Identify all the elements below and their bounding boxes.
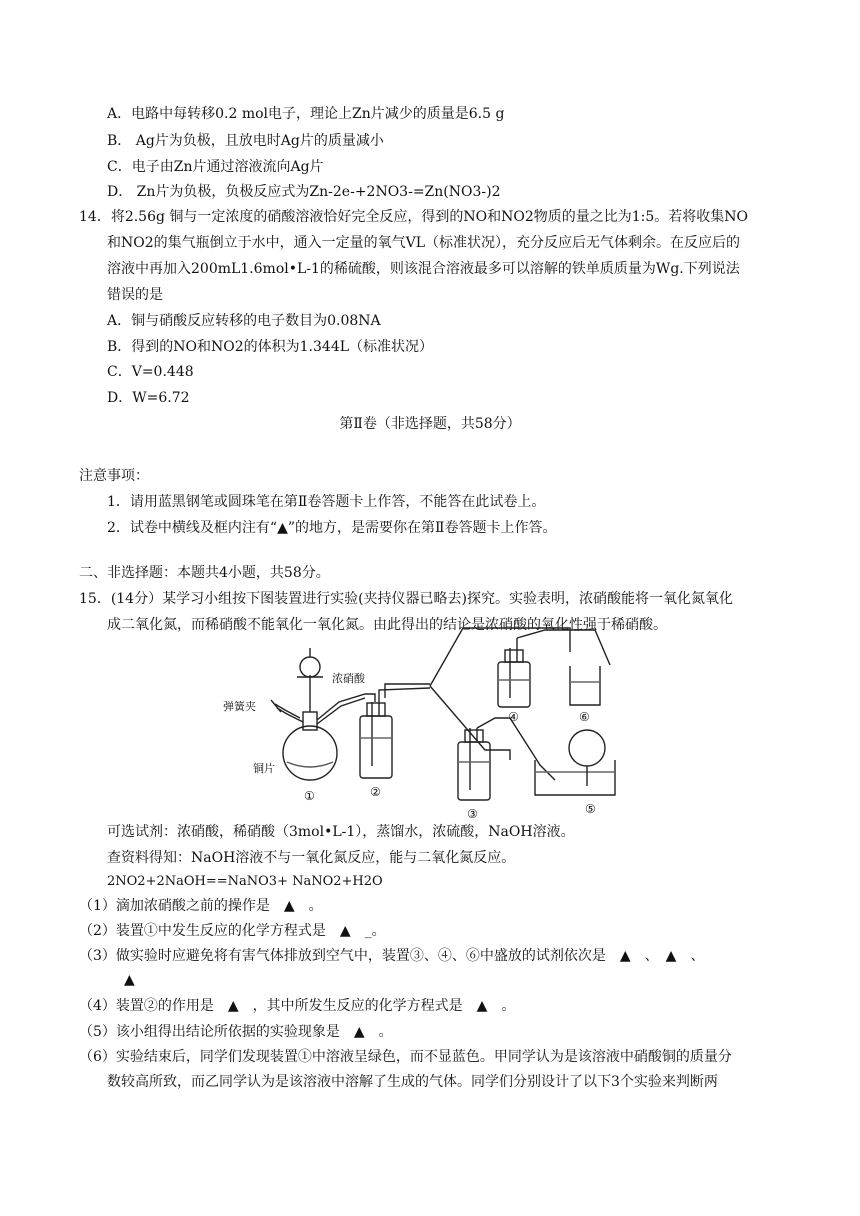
apparatus-diagram [215, 620, 660, 820]
q14-option-d: D．W=6.72 [107, 390, 190, 406]
trough-5 [535, 760, 615, 795]
label-num-5: ⑤ [585, 802, 596, 816]
label-num-1: ① [304, 789, 315, 803]
notice-item-1: 1．请用蓝黑钢笔或圆珠笔在第Ⅱ卷答题卡上作答，不能答在此试卷上。 [107, 494, 546, 510]
label-num-6: ⑥ [579, 710, 590, 724]
q14-stem-line4: 错误的是 [107, 287, 163, 303]
section-title: 第Ⅱ卷（非选择题，共58分） [339, 416, 521, 432]
q15-reagents: 可选试剂：浓硝酸，稀硝酸（3mol•L-1），蒸馏水，浓硫酸，NaOH溶液。 [107, 824, 575, 840]
bottle-4 [498, 662, 530, 707]
collecting-flask [569, 730, 605, 766]
q15-part-2: （2）装置①中发生反应的化学方程式是 ▲ _。 [79, 923, 386, 939]
label-num-3: ③ [467, 807, 478, 820]
q15-part-4: （4）装置②的作用是 ▲ ，其中所发生反应的化学方程式是 ▲ 。 [79, 998, 516, 1014]
q15-part-1: （1）滴加浓硝酸之前的操作是 ▲ 。 [79, 898, 323, 914]
q15-part-6-line2: 数较高所致，而乙同学认为是该溶液中溶解了生成的气体。同学们分别设计了以下3个实验来判断两 [107, 1074, 718, 1090]
q14-option-c: C．V=0.448 [107, 364, 194, 380]
q13-option-b: B． Ag片为负极，且放电时Ag片的质量减小 [107, 133, 384, 149]
q15-stem-line2: 成二氧化氮，而稀硝酸不能氧化一氧化氮。由此得出的结论是浓硝酸的氧化性强于稀硝酸。 [107, 617, 667, 633]
q13-option-c: C．电子由Zn片通过溶液流向Ag片 [107, 159, 324, 175]
notice-heading: 注意事项： [79, 468, 149, 484]
q13-option-a: A．电路中每转移0.2 mol电子，理论上Zn片减少的质量是6.5 g [107, 106, 505, 122]
q15-info: 查资料得知：NaOH溶液不与一氧化氮反应，能与二氧化氮反应。 [107, 850, 516, 866]
dropping-funnel [300, 657, 320, 677]
q14-stem-line3: 溶液中再加入200mL1.6mol•L-1的稀硫酸，则该混合溶液最多可以溶解的铁单质质量为Wg.下列说法 [107, 261, 740, 277]
label-num-4: ④ [508, 710, 519, 724]
label-num-2: ② [370, 785, 381, 799]
notice-item-2: 2．试卷中横线及框内注有“▲”的地方，是需要你在第Ⅱ卷答题卡上作答。 [107, 520, 557, 536]
q13-option-d: D． Zn片为负极，负极反应式为Zn-2e-+2NO3-=Zn(NO3-)2 [107, 184, 501, 200]
q14-option-a: A．铜与硝酸反应转移的电子数目为0.08NA [107, 313, 381, 329]
q14-stem-line1: 14．将2.56g 铜与一定浓度的硝酸溶液恰好完全反应，得到的NO和NO2物质的量之比为1:5。若将收集NO [79, 209, 749, 225]
label-spring-clamp: 弹簧夹 [223, 700, 256, 713]
label-conc-nitric-acid: 浓硝酸 [332, 672, 365, 685]
q15-part-3-line1: （3）做实验时应避免将有害气体排放到空气中，装置③、④、⑥中盛放的试剂依次是 ▲ 、 ▲ 、 [79, 948, 705, 964]
q15-part-3-line2: ▲ [124, 972, 135, 988]
q15-part-5: （5）该小组得出结论所依据的实验现象是 ▲ 。 [79, 1024, 393, 1040]
beaker-6 [570, 666, 600, 705]
q15-equation: 2NO2+2NaOH==NaNO3+ NaNO2+H2O [107, 874, 383, 889]
bottle-3 [458, 742, 490, 800]
label-copper: 铜片 [253, 762, 275, 775]
q15-part-6-line1: （6）实验结束后，同学们发现装置①中溶液呈绿色，而不显蓝色。甲同学认为是该溶液中硝酸铜的质量分 [79, 1049, 732, 1065]
part-heading: 二、非选择题：本题共4小题，共58分。 [79, 565, 330, 581]
q14-option-b: B．得到的NO和NO2的体积为1.344L（标准状况） [107, 339, 434, 355]
flask-1 [283, 726, 337, 780]
q15-stem-line1: 15．(14分）某学习小组按下图装置进行实验(夹持仪器已略去)探究。实验表明，浓硝酸能将一氧化氮氧化 [79, 591, 734, 607]
q14-stem-line2: 和NO2的集气瓶倒立于水中，通入一定量的氧气VL（标准状况），充分反应后无气体剩余。在反应后的 [107, 235, 741, 251]
bottle-2 [360, 716, 392, 778]
